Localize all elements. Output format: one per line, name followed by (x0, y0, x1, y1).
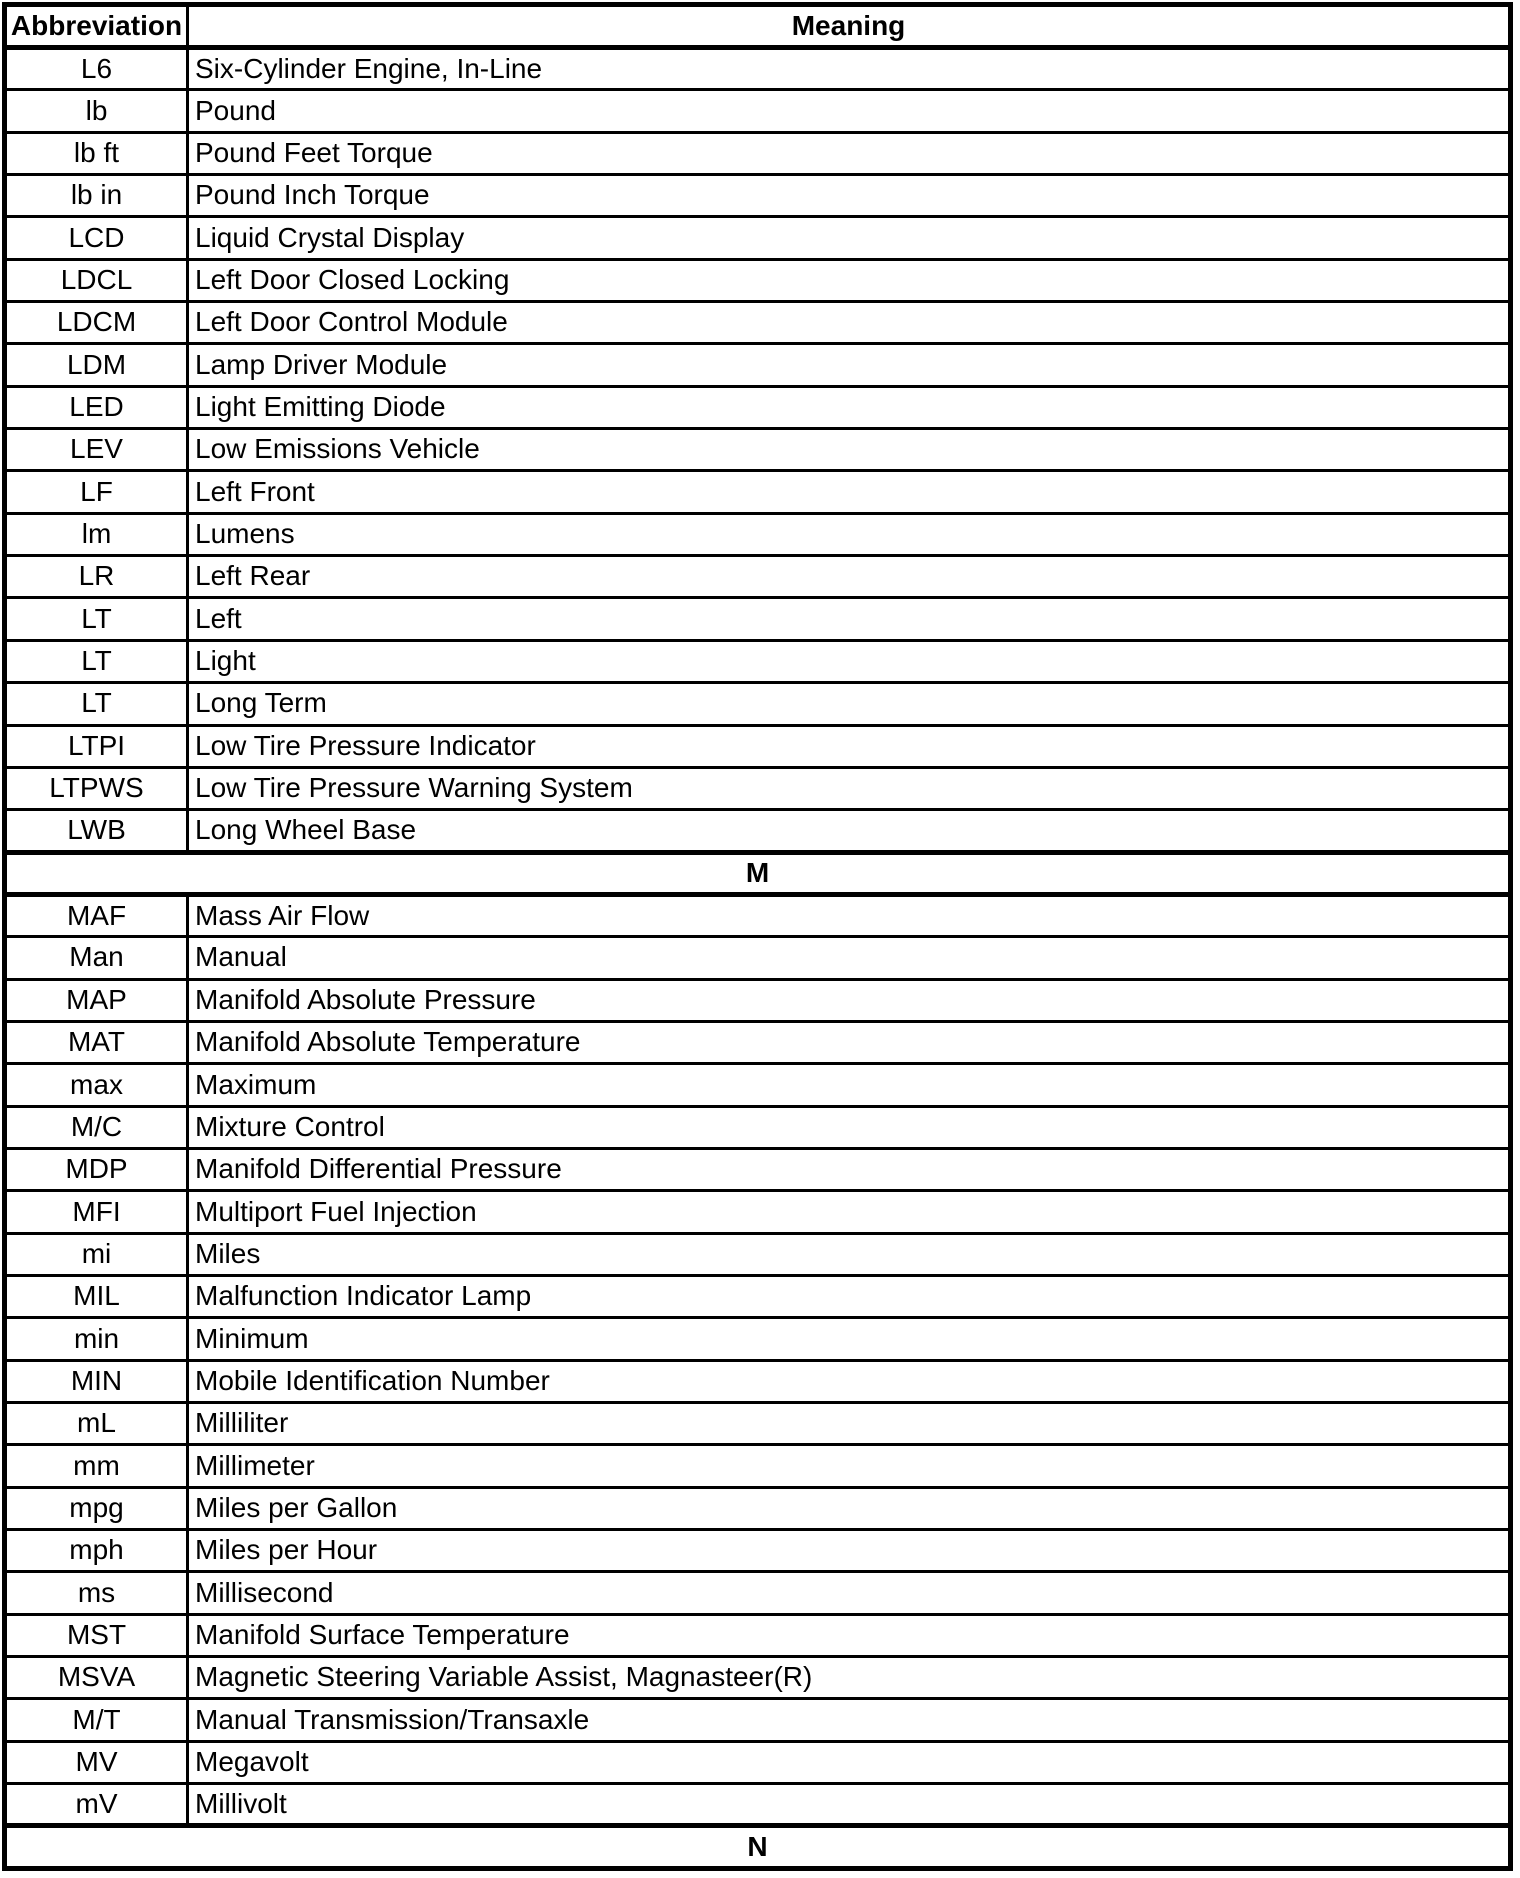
abbreviation-cell: MAT (5, 1021, 188, 1063)
abbreviation-cell: LEV (5, 429, 188, 471)
abbreviation-cell: LCD (5, 217, 188, 259)
table-row (5, 937, 1511, 979)
table-row (5, 1741, 1511, 1783)
table-row (5, 175, 1511, 217)
abbreviation-cell: LR (5, 556, 188, 598)
table-row (5, 767, 1511, 809)
table-row (5, 1021, 1511, 1063)
table-row (5, 344, 1511, 386)
table-row (5, 1699, 1511, 1741)
meaning-cell: Pound (188, 90, 1511, 132)
meaning-cell: Six-Cylinder Engine, In-Line (188, 48, 1511, 90)
abbreviation-cell: LWB (5, 810, 188, 852)
abbreviation-cell: LF (5, 471, 188, 513)
table-row (5, 1784, 1511, 1826)
abbreviation-cell: M/C (5, 1106, 188, 1148)
header-row (5, 5, 1511, 48)
meaning-cell: Miles per Gallon (188, 1487, 1511, 1529)
table-row (5, 429, 1511, 471)
abbreviation-cell: lb in (5, 175, 188, 217)
meaning-cell: Multiport Fuel Injection (188, 1191, 1511, 1233)
abbreviation-cell: LTPI (5, 725, 188, 767)
meaning-cell: Mobile Identification Number (188, 1360, 1511, 1402)
meaning-cell: Milliliter (188, 1403, 1511, 1445)
meaning-cell: Manifold Absolute Temperature (188, 1021, 1511, 1063)
table-row (5, 513, 1511, 555)
meaning-cell: Lamp Driver Module (188, 344, 1511, 386)
table-row (5, 1275, 1511, 1317)
meaning-cell: Long Wheel Base (188, 810, 1511, 852)
table-row (5, 979, 1511, 1021)
abbreviation-cell: LDM (5, 344, 188, 386)
meaning-cell: Manifold Surface Temperature (188, 1614, 1511, 1656)
table-row (5, 259, 1511, 301)
abbreviation-cell: mph (5, 1530, 188, 1572)
table-row (5, 894, 1511, 936)
meaning-column-header: Meaning (188, 5, 1511, 48)
meaning-cell: Low Tire Pressure Warning System (188, 767, 1511, 809)
meaning-cell: Magnetic Steering Variable Assist, Magnasteer(R) (188, 1657, 1511, 1699)
abbreviation-cell: lb ft (5, 132, 188, 174)
abbreviation-column-header: Abbreviation (5, 5, 188, 48)
table-row (5, 1657, 1511, 1699)
abbreviation-cell: mV (5, 1784, 188, 1826)
abbreviation-cell: mm (5, 1445, 188, 1487)
meaning-cell: Miles (188, 1233, 1511, 1275)
table-row (5, 683, 1511, 725)
abbreviation-cell: lm (5, 513, 188, 555)
meaning-cell: Mass Air Flow (188, 894, 1511, 936)
abbreviation-cell: mi (5, 1233, 188, 1275)
table-row (5, 1403, 1511, 1445)
meaning-cell: Left Door Control Module (188, 302, 1511, 344)
abbreviation-cell: LED (5, 386, 188, 428)
abbreviation-cell: mpg (5, 1487, 188, 1529)
table-row (5, 386, 1511, 428)
meaning-cell: Low Emissions Vehicle (188, 429, 1511, 471)
abbreviation-cell: LDCM (5, 302, 188, 344)
abbreviation-cell: MST (5, 1614, 188, 1656)
abbreviation-cell: max (5, 1064, 188, 1106)
meaning-cell: Manual Transmission/Transaxle (188, 1699, 1511, 1741)
table-row (5, 1106, 1511, 1148)
section-letter: N (5, 1826, 1511, 1869)
abbreviation-cell: MAF (5, 894, 188, 936)
abbreviation-cell: ms (5, 1572, 188, 1614)
abbreviation-cell: MV (5, 1741, 188, 1783)
table-row (5, 1064, 1511, 1106)
meaning-cell: Liquid Crystal Display (188, 217, 1511, 259)
meaning-cell: Miles per Hour (188, 1530, 1511, 1572)
abbreviation-cell: MIL (5, 1275, 188, 1317)
meaning-cell: Malfunction Indicator Lamp (188, 1275, 1511, 1317)
table-row (5, 1191, 1511, 1233)
table-row (5, 556, 1511, 598)
abbreviation-cell: min (5, 1318, 188, 1360)
table-row (5, 1233, 1511, 1275)
table-row (5, 810, 1511, 852)
abbreviation-cell: Man (5, 937, 188, 979)
abbreviation-cell: MSVA (5, 1657, 188, 1699)
section-header-row (5, 1826, 1511, 1869)
abbreviation-table (2, 2, 1513, 1871)
meaning-cell: Manifold Differential Pressure (188, 1148, 1511, 1190)
abbreviation-cell: MDP (5, 1148, 188, 1190)
section-header-row (5, 852, 1511, 894)
table-row (5, 640, 1511, 682)
abbreviation-cell: LT (5, 598, 188, 640)
meaning-cell: Pound Feet Torque (188, 132, 1511, 174)
meaning-cell: Minimum (188, 1318, 1511, 1360)
meaning-cell: Manifold Absolute Pressure (188, 979, 1511, 1021)
table-row (5, 1572, 1511, 1614)
table-row (5, 1445, 1511, 1487)
table-row (5, 1360, 1511, 1402)
meaning-cell: Light (188, 640, 1511, 682)
table-row (5, 48, 1511, 90)
table-row (5, 90, 1511, 132)
table-row (5, 132, 1511, 174)
abbreviation-cell: LDCL (5, 259, 188, 301)
meaning-cell: Left (188, 598, 1511, 640)
meaning-cell: Left Front (188, 471, 1511, 513)
meaning-cell: Left Rear (188, 556, 1511, 598)
meaning-cell: Manual (188, 937, 1511, 979)
table-row (5, 1530, 1511, 1572)
meaning-cell: Megavolt (188, 1741, 1511, 1783)
abbreviation-cell: L6 (5, 48, 188, 90)
abbreviation-cell: MFI (5, 1191, 188, 1233)
meaning-cell: Pound Inch Torque (188, 175, 1511, 217)
abbreviation-cell: M/T (5, 1699, 188, 1741)
table-row (5, 725, 1511, 767)
meaning-cell: Millivolt (188, 1784, 1511, 1826)
table-row (5, 1318, 1511, 1360)
table-row (5, 598, 1511, 640)
abbreviation-cell: MIN (5, 1360, 188, 1402)
meaning-cell: Millimeter (188, 1445, 1511, 1487)
abbreviation-cell: LT (5, 683, 188, 725)
table-row (5, 217, 1511, 259)
table-row (5, 1148, 1511, 1190)
meaning-cell: Maximum (188, 1064, 1511, 1106)
meaning-cell: Light Emitting Diode (188, 386, 1511, 428)
meaning-cell: Long Term (188, 683, 1511, 725)
meaning-cell: Mixture Control (188, 1106, 1511, 1148)
abbreviation-cell: LT (5, 640, 188, 682)
section-letter: M (5, 852, 1511, 894)
abbreviation-cell: MAP (5, 979, 188, 1021)
abbreviation-cell: mL (5, 1403, 188, 1445)
table-row (5, 1614, 1511, 1656)
meaning-cell: Millisecond (188, 1572, 1511, 1614)
meaning-cell: Left Door Closed Locking (188, 259, 1511, 301)
abbreviation-cell: LTPWS (5, 767, 188, 809)
table-row (5, 471, 1511, 513)
meaning-cell: Low Tire Pressure Indicator (188, 725, 1511, 767)
table-body (5, 48, 1511, 1869)
table-row (5, 302, 1511, 344)
meaning-cell: Lumens (188, 513, 1511, 555)
abbreviation-cell: lb (5, 90, 188, 132)
table-row (5, 1487, 1511, 1529)
